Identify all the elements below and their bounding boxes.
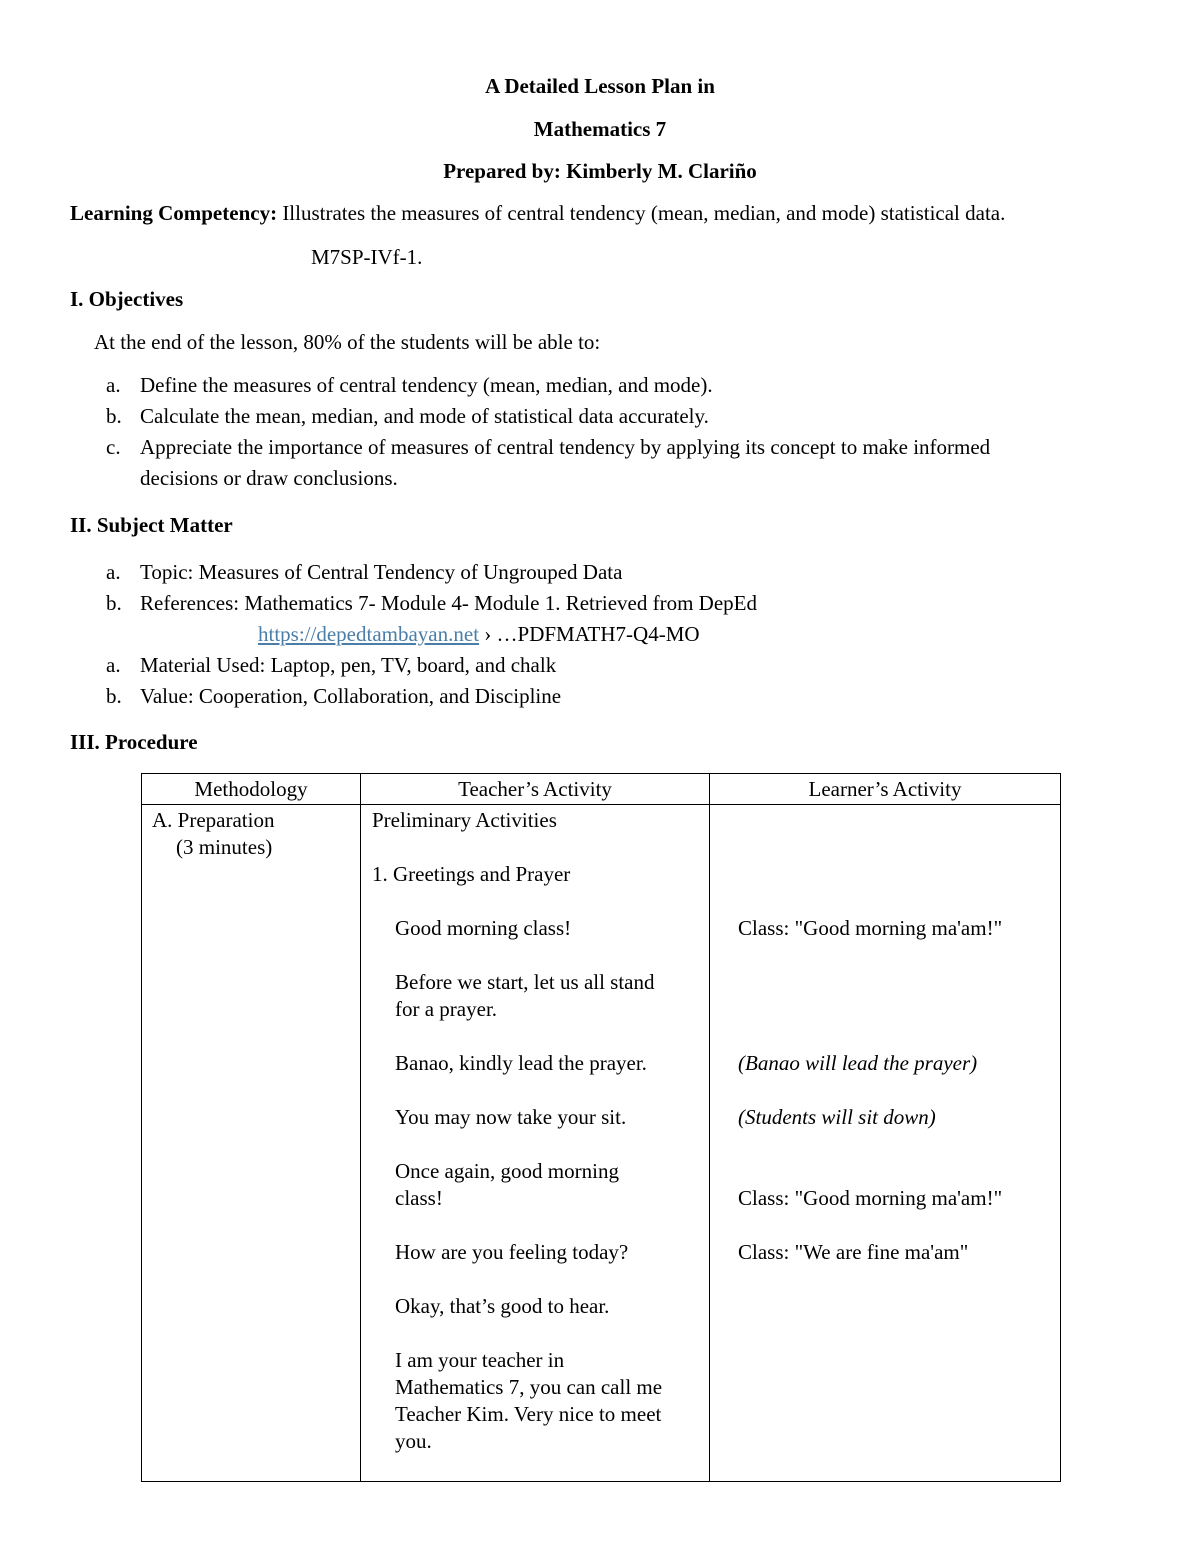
learner-line: Class: "We are fine ma'am" [738, 1240, 969, 1264]
learning-competency [70, 201, 1005, 226]
subject-marker: b. [106, 591, 122, 615]
learner-line: Class: "Good morning ma'am!" [738, 916, 1003, 940]
teacher-line: Once again, good morning [395, 1159, 619, 1183]
teacher-line: Mathematics 7, you can call me [395, 1375, 663, 1399]
subject-item [106, 591, 757, 616]
subject-text: Value: Cooperation, Collaboration, and Discipline [140, 684, 562, 708]
teacher-line: How are you feeling today? [395, 1240, 629, 1264]
learner-line: Class: "Good morning ma'am!" [738, 1186, 1003, 1210]
learning-competency-label: Learning Competency: [70, 201, 278, 225]
teacher-line: Good morning class! [395, 916, 572, 940]
methodology-phase: A. Preparation [152, 808, 275, 832]
doc-subject: Mathematics 7 [533, 117, 667, 141]
doc-author: Prepared by: Kimberly M. Clariño [443, 159, 757, 183]
teacher-line: class! [395, 1186, 443, 1210]
subject-matter-heading: II. Subject Matter [70, 513, 233, 537]
objective-text: Appreciate the importance of measures of central tendency by applying its concept to make informed [140, 435, 991, 459]
column-header: Learner’s Activity [710, 774, 1061, 805]
teacher-line: I am your teacher in [395, 1348, 565, 1372]
methodology-cell [142, 805, 361, 1482]
subject-text: References: Mathematics 7- Module 4- Module 1. Retrieved from DepEd [140, 591, 757, 615]
learner-activity-cell [710, 805, 1061, 1482]
doc-title: A Detailed Lesson Plan in [485, 74, 715, 98]
table-row [142, 805, 1061, 1482]
teacher-line: Banao, kindly lead the prayer. [395, 1051, 647, 1075]
competency-code: M7SP-IVf-1. [311, 245, 423, 269]
reference-link[interactable]: https://depedtambayan.net [258, 622, 480, 646]
reference-url-line [258, 622, 700, 647]
teacher-line: Okay, that’s good to hear. [395, 1294, 610, 1318]
objective-item [106, 373, 713, 398]
subject-marker: b. [106, 684, 122, 708]
subject-marker: a. [106, 653, 121, 677]
teacher-activity-cell [361, 805, 710, 1482]
subject-marker: a. [106, 560, 121, 584]
objectives-intro: At the end of the lesson, 80% of the students will be able to: [94, 330, 601, 354]
learner-line: (Banao will lead the prayer) [738, 1051, 978, 1075]
objective-marker: a. [106, 373, 121, 397]
teacher-line: Teacher Kim. Very nice to meet [395, 1402, 662, 1426]
objective-item [106, 435, 990, 460]
objective-text-continued: decisions or draw conclusions. [140, 466, 398, 490]
procedure-heading: III. Procedure [70, 730, 198, 754]
objective-marker: c. [106, 435, 121, 459]
subject-text: Topic: Measures of Central Tendency of Ungrouped Data [140, 560, 623, 584]
subject-text: Material Used: Laptop, pen, TV, board, and chalk [140, 653, 557, 677]
methodology-duration: (3 minutes) [176, 835, 273, 859]
learning-competency-text: Illustrates the measures of central tendency (mean, median, and mode) statistical data. [282, 201, 1006, 225]
procedure-table [141, 773, 1061, 1482]
subject-item [106, 684, 561, 709]
objective-item [106, 404, 709, 429]
teacher-line: Before we start, let us all stand [395, 970, 655, 994]
subject-item [106, 653, 556, 678]
column-header: Methodology [142, 774, 361, 805]
table-header-row [142, 774, 1061, 805]
teacher-line: you. [395, 1429, 432, 1453]
objective-marker: b. [106, 404, 122, 428]
teacher-line: for a prayer. [395, 997, 498, 1021]
objectives-heading: I. Objectives [70, 287, 184, 311]
learner-line: (Students will sit down) [738, 1105, 936, 1129]
objective-text: Calculate the mean, median, and mode of statistical data accurately. [140, 404, 709, 428]
subject-item [106, 560, 622, 585]
teacher-line: You may now take your sit. [395, 1105, 627, 1129]
column-header: Teacher’s Activity [361, 774, 710, 805]
reference-path: › …PDFMATH7-Q4-MO [479, 622, 700, 646]
objective-text: Define the measures of central tendency (mean, median, and mode). [140, 373, 713, 397]
teacher-line: 1. Greetings and Prayer [372, 862, 571, 886]
teacher-line: Preliminary Activities [372, 808, 557, 832]
